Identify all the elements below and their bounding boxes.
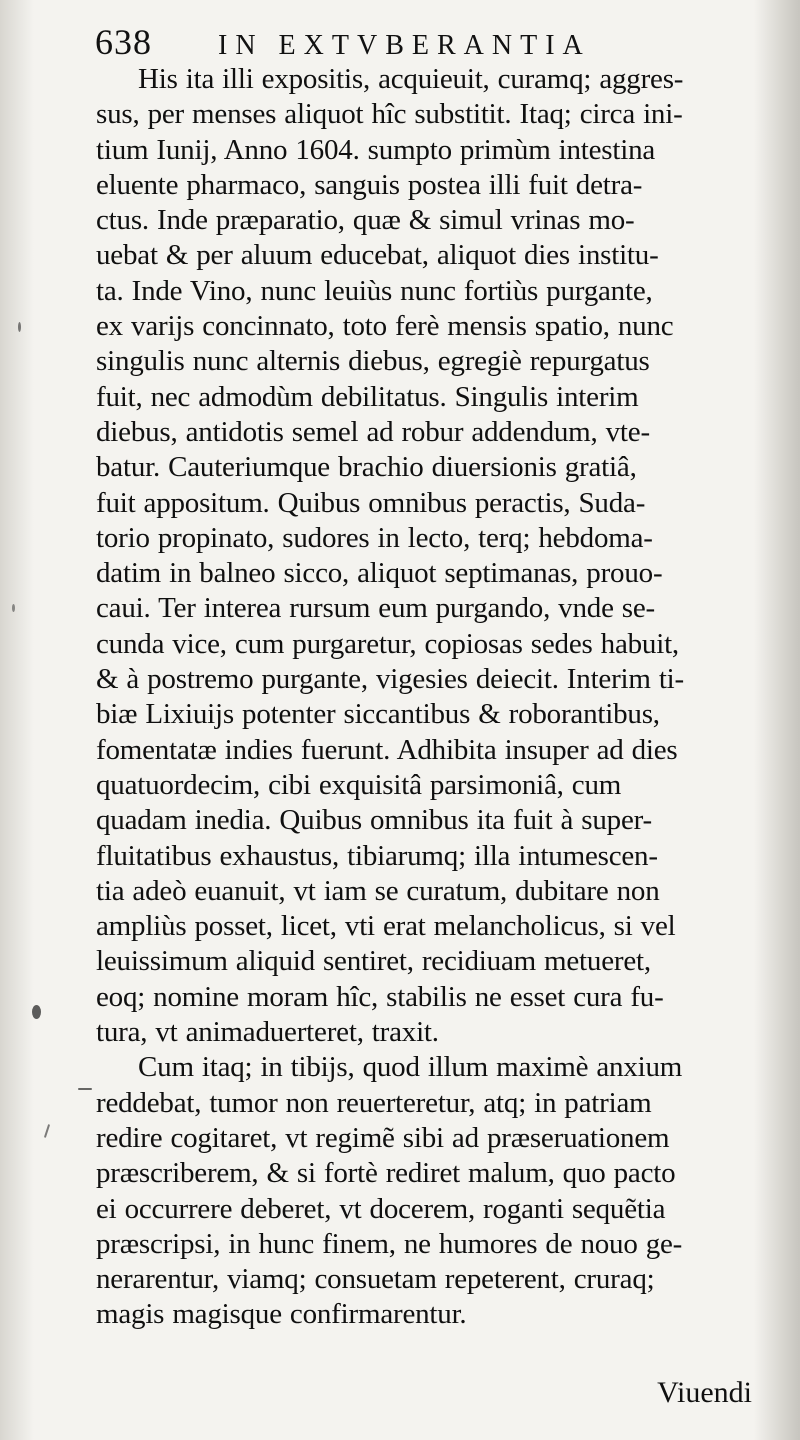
paragraph xyxy=(96,62,766,1050)
text-line: Cum itaq; in tibijs, quod illum maximè anxium xyxy=(138,1051,683,1084)
text-line: eluente pharmaco, sanguis postea illi fuit detra- xyxy=(96,168,643,201)
text-line: fluitatibus exhaustus, tibiarumq; illa intumescen- xyxy=(96,839,658,872)
text-line: leuissimum aliquid sentiret, recidiuam metueret, xyxy=(96,945,651,978)
body-text xyxy=(96,62,766,1333)
text-line: fomentatæ indies fuerunt. Adhibita insuper ad dies xyxy=(96,733,678,766)
text-line: batur. Cauteriumque brachio diuersionis gratiâ, xyxy=(96,451,637,484)
text-line: magis magisque confirmarentur. xyxy=(96,1298,467,1331)
text-line: tia adeò euanuit, vt iam se curatum, dubitare non xyxy=(96,874,660,907)
text-line: datim in balneo sicco, aliquot septimanas, prouo- xyxy=(96,557,663,590)
text-line: uebat & per aluum educebat, aliquot dies institu- xyxy=(96,239,659,272)
running-title: IN EXTVBERANTIA xyxy=(218,30,591,61)
text-line: cunda vice, cum purgaretur, copiosas sedes habuit, xyxy=(96,627,679,660)
margin-mark xyxy=(44,1124,50,1138)
text-line: tura, vt animaduerteret, traxit. xyxy=(96,1016,439,1049)
text-line: sus, per menses aliquot hîc substitit. Itaq; circa ini- xyxy=(96,98,683,131)
margin-mark xyxy=(78,1088,92,1090)
text-line: biæ Lixiuijs potenter siccantibus & roborantibus, xyxy=(96,698,660,731)
text-line: quadam inedia. Quibus omnibus ita fuit à super- xyxy=(96,804,652,837)
page-number: 638 xyxy=(95,22,152,62)
margin-mark xyxy=(12,604,15,612)
text-line: reddebat, tumor non reuerteretur, atq; in patriam xyxy=(96,1086,652,1119)
text-line: singulis nunc alternis diebus, egregiè repurgatus xyxy=(96,345,650,378)
text-line: redire cogitaret, vt regimẽ sibi ad præseruationem xyxy=(96,1121,670,1154)
margin-mark xyxy=(18,322,21,332)
text-line: ei occurrere deberet, vt docerem, roganti sequẽtia xyxy=(96,1192,666,1225)
text-line: fuit, nec admodùm debilitatus. Singulis interim xyxy=(96,380,639,413)
text-line: diebus, antidotis semel ad robur addendum, vte- xyxy=(96,415,650,448)
text-line: His ita illi expositis, acquieuit, curamq; aggres- xyxy=(138,63,684,95)
text-line: præscripsi, in hunc finem, ne humores de nouo ge- xyxy=(96,1227,683,1260)
text-line: tium Iunij, Anno 1604. sumpto primùm intestina xyxy=(96,133,656,166)
text-line: caui. Ter interea rursum eum purgando, vnde se- xyxy=(96,592,656,625)
text-line: eoq; nomine moram hîc, stabilis ne esset cura fu- xyxy=(96,980,664,1013)
catchword: Viuendi xyxy=(657,1376,752,1409)
text-line: præscriberem, & si fortè rediret malum, quo pacto xyxy=(96,1157,676,1190)
text-line: ex varijs concinnato, toto ferè mensis spatio, nunc xyxy=(96,310,674,343)
text-line: fuit appositum. Quibus omnibus peractis, Suda- xyxy=(96,486,646,519)
paragraph xyxy=(96,1050,766,1332)
text-line: ta. Inde Vino, nunc leuiùs nunc fortiùs purgante, xyxy=(96,274,653,307)
text-line: ctus. Inde præparatio, quæ & simul vrinas mo- xyxy=(96,204,635,237)
ink-blot xyxy=(32,1005,41,1019)
text-line: & à postremo purgante, vigesies deiecit. Interim ti- xyxy=(96,663,684,696)
text-line: ampliùs posset, licet, vti erat melancholicus, si vel xyxy=(96,910,676,943)
text-line: nerarentur, viamq; consuetam repeterent, cruraq; xyxy=(96,1263,655,1296)
page-gutter-shadow xyxy=(0,0,34,1440)
text-line: quatuordecim, cibi exquisitâ parsimoniâ, cum xyxy=(96,768,622,801)
text-line: torio propinato, sudores in lecto, terq; hebdoma- xyxy=(96,521,653,554)
page-header xyxy=(95,14,655,60)
